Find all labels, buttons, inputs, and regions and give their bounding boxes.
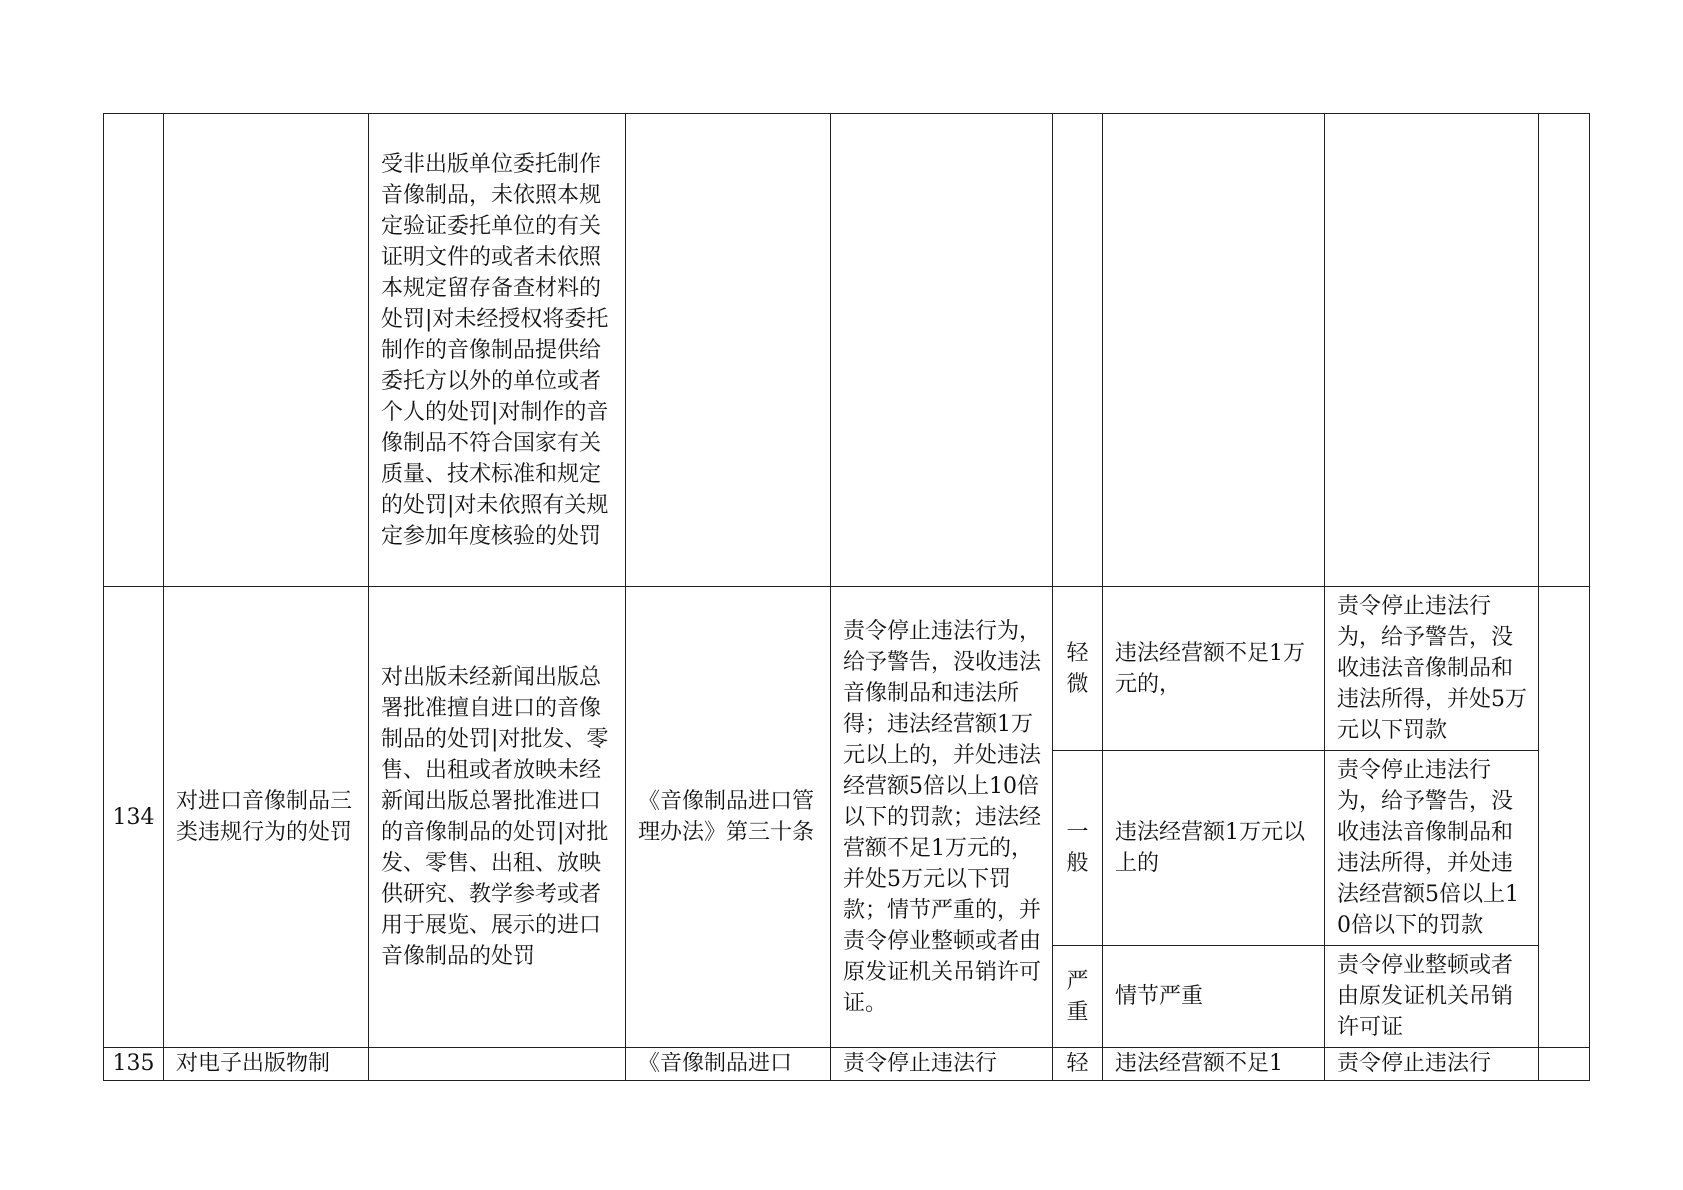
cell-circumstance [1103, 114, 1325, 587]
cell-legal-basis [626, 114, 831, 587]
cell-standard-general: 责令停止违法行为，给予警告，没收违法音像制品和违法所得，并处违法经营额5倍以上10倍以下的罚款 [1325, 751, 1539, 946]
cell-number: 134 [104, 587, 164, 1048]
cell-level: 轻 [1053, 1048, 1103, 1081]
cell-legal-basis: 《音像制品进口管理办法》第三十条 [626, 587, 831, 1048]
cell-violations: 对出版未经新闻出版总署批准擅自进口的音像制品的处罚|对批发、零售、出租或者放映未经新闻出版总署批准进口的音像制品的处罚|对批发、零售、出租、放映供研究、教学参考或者用于展览、展示的进口音像制品的处罚 [369, 587, 626, 1048]
cell-legal-basis: 《音像制品进口 [626, 1048, 831, 1081]
cell-standard [1325, 114, 1539, 587]
cell-number [104, 114, 164, 587]
cell-level [1053, 114, 1103, 587]
cell-circumstance-minor: 违法经营额不足1万元的， [1103, 587, 1325, 751]
cell-number: 135 [104, 1048, 164, 1081]
cell-item-name: 对进口音像制品三类违规行为的处罚 [164, 587, 369, 1048]
cell-level-serious: 严重 [1053, 946, 1103, 1048]
table-row-continued [104, 114, 1590, 587]
table-row-135 [104, 1048, 1590, 1081]
cell-violations: 受非出版单位委托制作音像制品，未依照本规定验证委托单位的有关证明文件的或者未依照本规定留存备查材料的处罚|对未经授权将委托制作的音像制品提供给委托方以外的单位或者个人的处罚|对制作的音像制品不符合国家有关质量、技术标准和规定的处罚|对未依照有关规定参加年度核验的处罚 [369, 114, 626, 587]
cell-penalty: 责令停止违法行 [831, 1048, 1053, 1081]
cell-remark [1539, 1048, 1590, 1081]
cell-standard-minor: 责令停止违法行为，给予警告，没收违法音像制品和违法所得，并处5万元以下罚款 [1325, 587, 1539, 751]
cell-level-minor: 轻微 [1053, 587, 1103, 751]
penalty-standards-table [103, 113, 1590, 1081]
cell-standard: 责令停止违法行 [1325, 1048, 1539, 1081]
cell-penalty [831, 114, 1053, 587]
cell-violations [369, 1048, 626, 1081]
cell-circumstance: 违法经营额不足1 [1103, 1048, 1325, 1081]
cell-item-name: 对电子出版物制 [164, 1048, 369, 1081]
cell-penalty: 责令停止违法行为，给予警告，没收违法音像制品和违法所得；违法经营额1万元以上的，并处违法经营额5倍以上10倍以下的罚款；违法经营额不足1万元的，并处5万元以下罚款；情节严重的，并责令停业整顿或者由原发证机关吊销许可证。 [831, 587, 1053, 1048]
cell-standard-serious: 责令停业整顿或者由原发证机关吊销许可证 [1325, 946, 1539, 1048]
table-row-134 [104, 587, 1590, 751]
cell-circumstance-serious: 情节严重 [1103, 946, 1325, 1048]
cell-remark [1539, 114, 1590, 587]
cell-level-general: 一般 [1053, 751, 1103, 946]
cell-remark [1539, 587, 1590, 1048]
cell-circumstance-general: 违法经营额1万元以上的 [1103, 751, 1325, 946]
cell-item-name [164, 114, 369, 587]
